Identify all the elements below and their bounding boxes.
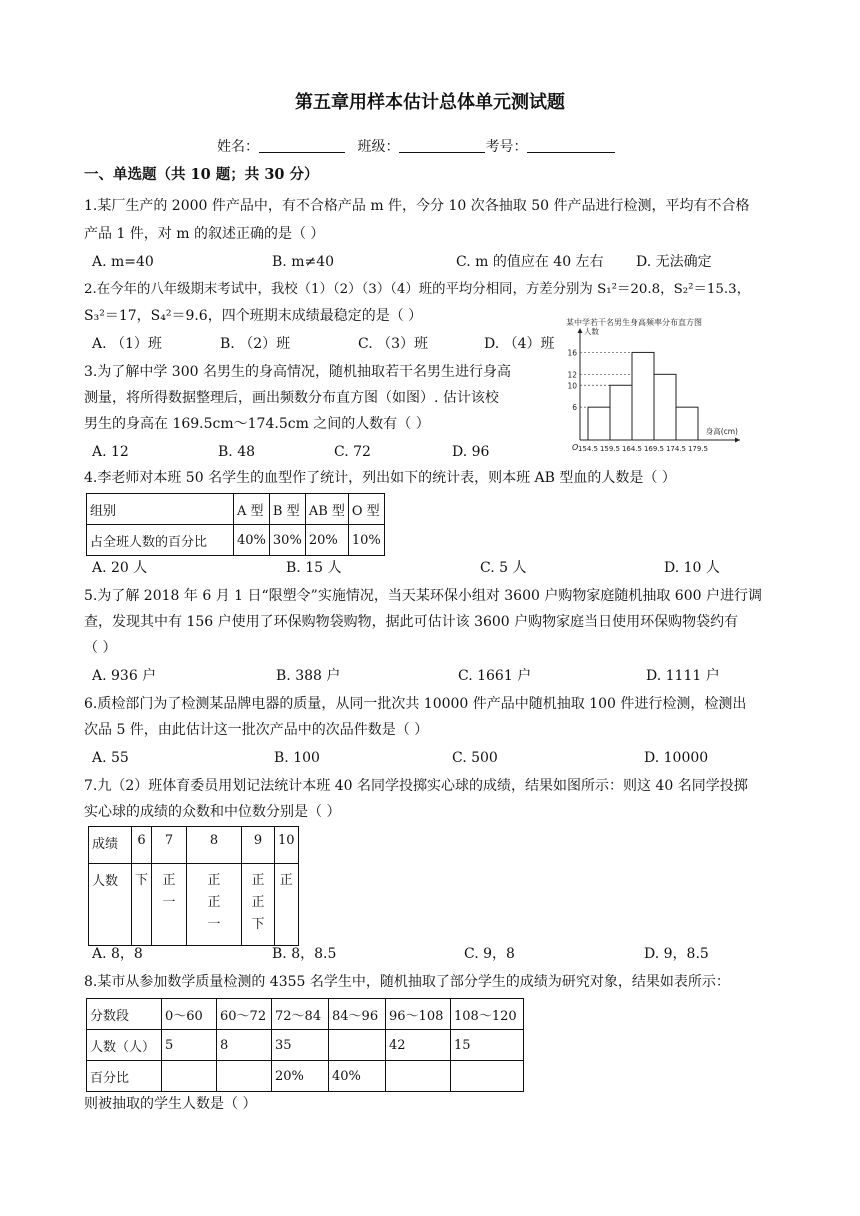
table-cell: 9 <box>242 827 275 864</box>
q2-option-c[interactable]: C. （3）班 <box>358 336 429 352</box>
q3-text-line1: 3.为了解中学 300 名男生的身高情况，随机抽取若干名男生进行身高 <box>84 364 511 380</box>
table-cell <box>386 1061 451 1092</box>
tally-mark: 正 <box>207 873 221 888</box>
tally-table <box>88 826 299 946</box>
table-cell: 分数段 <box>87 999 162 1030</box>
table-cell: 96～108 <box>386 999 451 1030</box>
q8-text-line2: 则被抽取的学生人数是（ ） <box>84 1096 257 1112</box>
x-tick-label: 169.5 <box>643 445 665 453</box>
histogram-bar <box>632 352 654 440</box>
table-cell: 8 <box>217 1030 272 1061</box>
table-cell: 10 <box>275 827 299 864</box>
table-cell: 6 <box>132 827 152 864</box>
table-cell: O 型 <box>348 494 384 525</box>
tally-cell-7 <box>152 864 187 946</box>
x-tick-label: 159.5 <box>599 445 621 453</box>
table-cell: 20% <box>305 525 348 556</box>
q5-option-d[interactable]: D. 1111 户 <box>646 668 720 684</box>
q1-option-b[interactable]: B. m≠40 <box>272 254 335 270</box>
table-row <box>87 1061 524 1092</box>
name-blank[interactable] <box>259 138 345 153</box>
histogram-title: 某中学若干名男生身高频率分布直方图 <box>566 318 702 327</box>
q5-option-c[interactable]: C. 1661 户 <box>458 668 532 684</box>
q3-option-b[interactable]: B. 48 <box>218 444 256 460</box>
q7-option-c[interactable]: C. 9，8 <box>464 946 515 962</box>
table-row <box>87 525 385 556</box>
table-cell: 人数 <box>89 864 132 946</box>
tally-mark: 一 <box>207 917 221 932</box>
class-blank[interactable] <box>399 138 485 153</box>
table-row <box>87 999 524 1030</box>
q1-option-c[interactable]: C. m 的值应在 40 左右 <box>456 254 604 270</box>
q6-option-c[interactable]: C. 500 <box>452 750 498 766</box>
y-tick-label: 16 <box>567 348 577 358</box>
q4-option-c[interactable]: C. 5 人 <box>480 560 527 576</box>
q6-option-b[interactable]: B. 100 <box>274 750 320 766</box>
y-tick-label: 6 <box>572 403 577 413</box>
x-tick-label: 179.5 <box>687 445 709 453</box>
q6-option-d[interactable]: D. 10000 <box>644 750 709 766</box>
table-cell: 组别 <box>87 494 234 525</box>
tally-mark: 一 <box>162 895 176 910</box>
q1-option-d[interactable]: D. 无法确定 <box>636 254 712 270</box>
height-histogram <box>558 312 750 456</box>
tally-mark: 正 <box>162 873 176 888</box>
table-cell: 40% <box>329 1061 386 1092</box>
table-cell: 5 <box>162 1030 217 1061</box>
histogram-bars <box>588 352 698 440</box>
table-cell: 8 <box>187 827 242 864</box>
table-cell <box>162 1061 217 1092</box>
table-cell: 成绩 <box>89 827 132 864</box>
page-title: 第五章用样本估计总体单元测试题 <box>295 92 565 113</box>
q2-text-line2: S₃²＝17，S₄²＝9.6，四个班期末成绩最稳定的是（ ） <box>84 308 423 324</box>
y-axis-label: 人数 <box>584 327 599 336</box>
q1-text-line1: 1.某厂生产的 2000 件产品中，有不合格产品 m 件，今分 10 次各抽取 50 件产品进行检测，平均有不合格 <box>84 198 750 214</box>
q7-option-b[interactable]: B. 8，8.5 <box>272 946 337 962</box>
table-cell: 20% <box>272 1061 329 1092</box>
score-table <box>86 998 524 1092</box>
y-tick-label: 12 <box>567 370 577 380</box>
name-label: 姓名： <box>217 139 259 155</box>
q8-text-line1: 8.某市从参加数学质量检测的 4355 名学生中，随机抽取了部分学生的成绩为研究对象，结果如表所示： <box>84 974 730 990</box>
table-cell: 占全班人数的百分比 <box>87 525 234 556</box>
class-label: 班级： <box>357 139 400 155</box>
tally-mark: 正 <box>251 873 265 888</box>
table-row <box>89 864 299 946</box>
origin-label: O <box>572 443 579 452</box>
tally-mark: 正 <box>279 873 293 888</box>
student-info-line <box>217 138 615 156</box>
tally-mark: 正 <box>207 895 221 910</box>
q6-option-a[interactable]: A. 55 <box>92 750 129 766</box>
table-cell: B 型 <box>269 494 305 525</box>
table-cell: 0～60 <box>162 999 217 1030</box>
table-cell: 百分比 <box>87 1061 162 1092</box>
q4-option-d[interactable]: D. 10 人 <box>664 560 720 576</box>
q5-text-line2: 查，发现其中有 156 户使用了环保购物袋购物，据此可估计该 3600 户购物家庭当日使用环保购物袋约有 <box>84 614 739 630</box>
q1-text-line2: 产品 1 件，对 m 的叙述正确的是（ ） <box>84 226 325 242</box>
tally-mark: 下 <box>135 873 149 888</box>
table-cell: A 型 <box>234 494 270 525</box>
section-heading: 一、单选题（共 10 题；共 30 分） <box>84 166 319 183</box>
q6-text-line2: 次品 5 件，由此估计这一批次产品中的次品件数是（ ） <box>84 722 429 738</box>
q3-text-line3: 男生的身高在 169.5cm～174.5cm 之间的人数有（ ） <box>84 416 430 432</box>
table-cell <box>329 1030 386 1061</box>
histogram-bar <box>676 407 698 440</box>
table-cell: 108～120 <box>451 999 524 1030</box>
table-row <box>89 827 299 864</box>
table-cell: 60～72 <box>217 999 272 1030</box>
table-cell: AB 型 <box>305 494 348 525</box>
q5-text-line3: （ ） <box>84 640 117 656</box>
table-cell: 40% <box>234 525 270 556</box>
table-cell: 15 <box>451 1030 524 1061</box>
x-tick-label: 164.5 <box>621 445 643 453</box>
tally-cell-8 <box>187 864 242 946</box>
tally-mark: 下 <box>251 917 265 932</box>
q3-option-d[interactable]: D. 96 <box>452 444 490 460</box>
q7-option-a[interactable]: A. 8，8 <box>92 946 143 962</box>
table-cell: 72～84 <box>272 999 329 1030</box>
tally-cell-6 <box>132 864 152 946</box>
tally-cell-10 <box>275 864 299 946</box>
q3-option-a[interactable]: A. 12 <box>92 444 129 460</box>
q1-option-a[interactable]: A. m=40 <box>92 254 154 270</box>
y-tick-label: 10 <box>567 381 577 391</box>
q7-text-line1: 7.九（2）班体育委员用划记法统计本班 40 名同学投掷实心球的成绩，结果如图所示：则这 40 名同学投掷 <box>84 778 748 794</box>
q2-option-a[interactable]: A. （1）班 <box>92 336 162 352</box>
q7-text-line2: 实心球的成绩的众数和中位数分别是（ ） <box>84 804 341 820</box>
table-cell: 42 <box>386 1030 451 1061</box>
q3-text-line2: 测量，将所得数据整理后，画出频数分布直方图（如图）. 估计该校 <box>84 390 499 406</box>
table-cell: 30% <box>269 525 305 556</box>
x-tick-label: 174.5 <box>665 445 687 453</box>
q5-option-b[interactable]: B. 388 户 <box>276 668 341 684</box>
table-cell <box>451 1061 524 1092</box>
table-cell: 10% <box>348 525 384 556</box>
y-axis-arrow <box>578 328 583 333</box>
q5-option-a[interactable]: A. 936 户 <box>92 668 157 684</box>
exam-label: 考号： <box>485 139 528 155</box>
x-tick-label: 154.5 <box>577 445 599 453</box>
table-row <box>87 494 385 525</box>
table-cell: 人数（人） <box>87 1030 162 1061</box>
q5-text-line1: 5.为了解 2018 年 6 月 1 日“限塑令”实施情况，当天某环保小组对 3600 户购物家庭随机抽取 600 户进行调 <box>84 588 762 604</box>
table-row <box>87 1030 524 1061</box>
q4-option-b[interactable]: B. 15 人 <box>286 560 342 576</box>
q2-option-d[interactable]: D. （4）班 <box>484 336 555 352</box>
q6-text-line1: 6.质检部门为了检测某品牌电器的质量，从同一批次共 10000 件产品中随机抽取 100 件进行检测，检测出 <box>84 696 747 712</box>
x-axis-label: 身高(cm) <box>705 427 738 436</box>
x-axis-arrow <box>735 438 740 443</box>
table-cell: 35 <box>272 1030 329 1061</box>
table-cell <box>217 1061 272 1092</box>
q3-option-c[interactable]: C. 72 <box>334 444 371 460</box>
histogram-bar <box>610 385 632 440</box>
q2-text-line1: 2.在今年的八年级期末考试中，我校（1）（2）（3）（4）班的平均分相同，方差分别为 S₁²＝20.8，S₂²＝15.3， <box>84 282 751 297</box>
exam-number-blank[interactable] <box>527 138 615 153</box>
table-cell: 7 <box>152 827 187 864</box>
q4-text-line1: 4.李老师对本班 50 名学生的血型作了统计，列出如下的统计表，则本班 AB 型血的人数是（ ） <box>84 470 676 486</box>
q2-option-b[interactable]: B. （2）班 <box>220 336 291 352</box>
q7-option-d[interactable]: D. 9，8.5 <box>644 946 709 962</box>
q4-option-a[interactable]: A. 20 人 <box>92 560 148 576</box>
table-cell: 84～96 <box>329 999 386 1030</box>
histogram-bar <box>588 407 610 440</box>
blood-type-table <box>86 493 385 556</box>
histogram-bar <box>654 374 676 440</box>
tally-cell-9 <box>242 864 275 946</box>
tally-mark: 正 <box>251 895 265 910</box>
